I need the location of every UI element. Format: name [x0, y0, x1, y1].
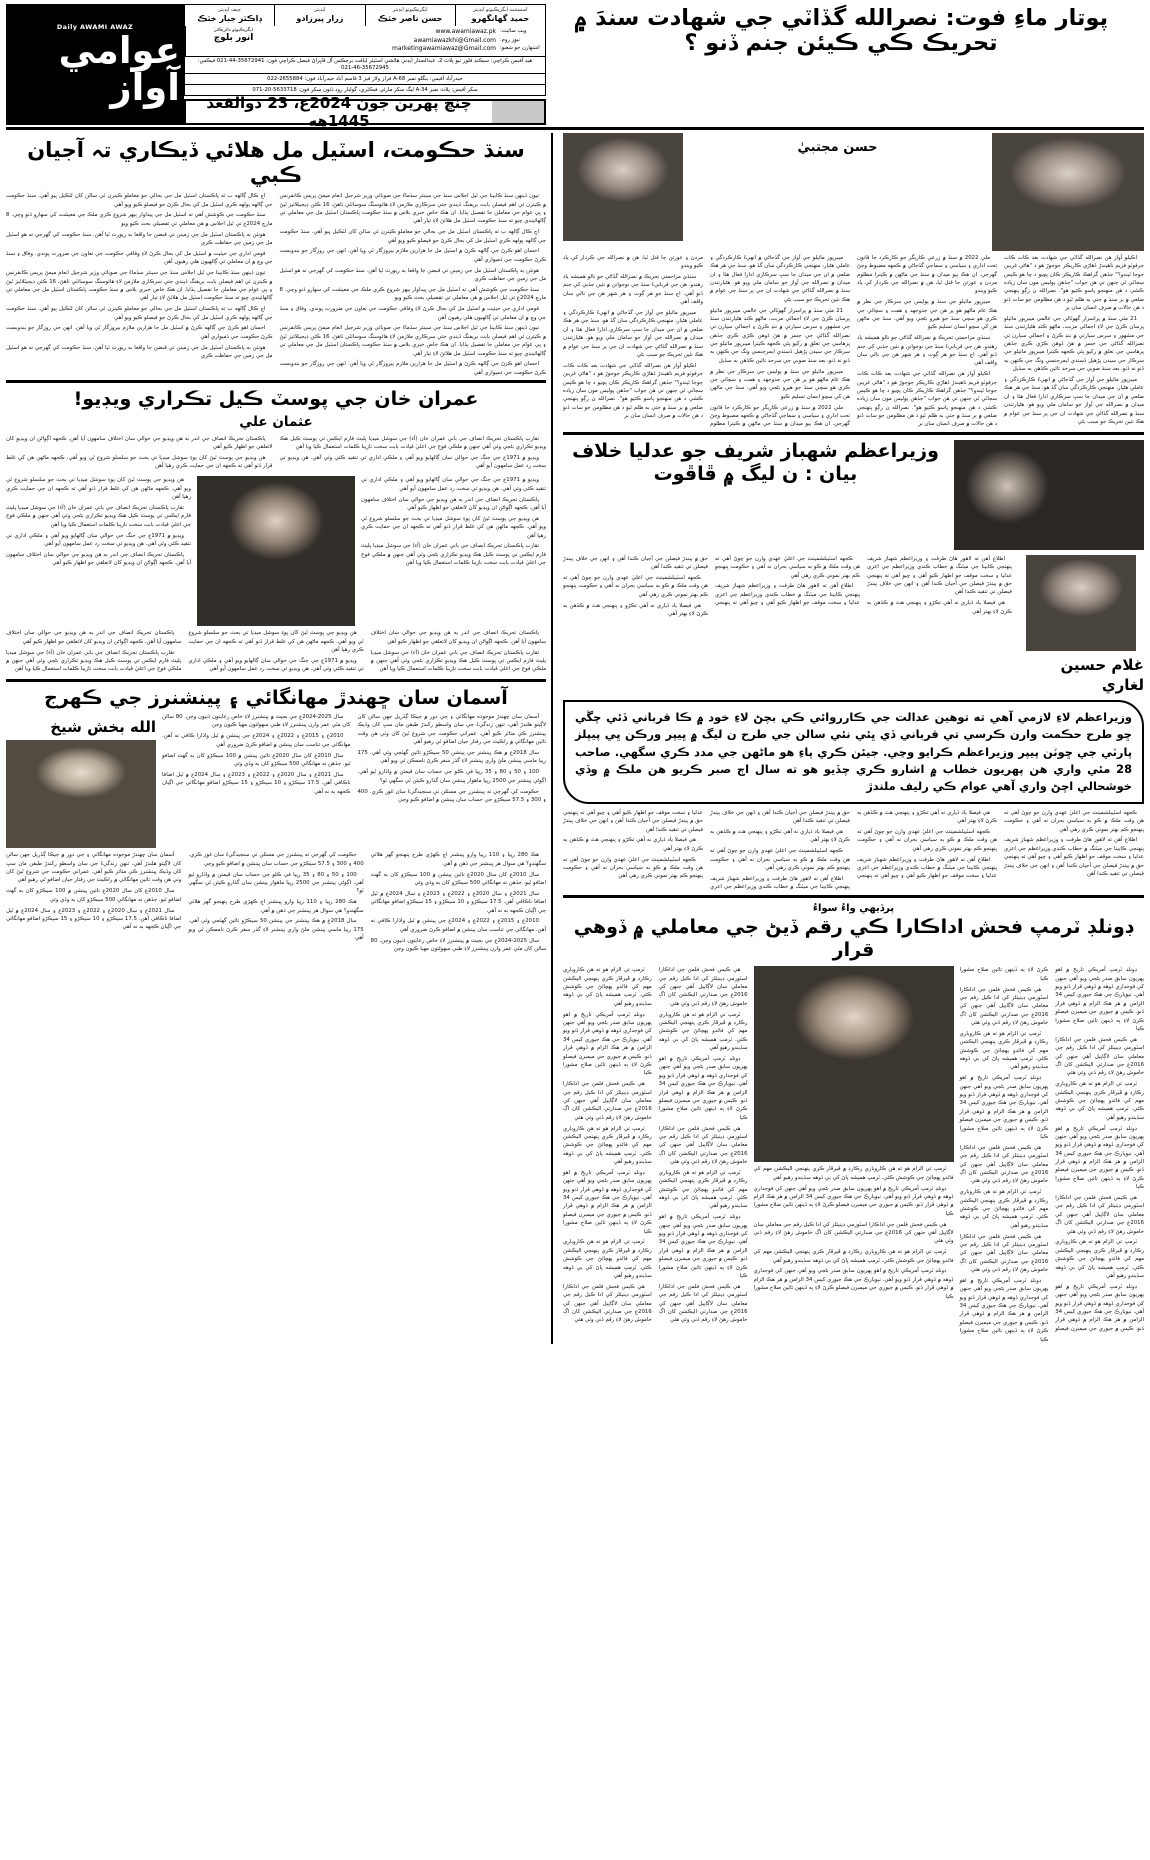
- lead-photo-right: [563, 133, 683, 241]
- paragraph: تقارب پاڪستان تحريڪ انصاف جي باني عمران خان (آء) جي سوشل ميڊيا پليٽ فارم ايڪس تي پوسٽ ڪيل هڪ ويڊيو تڪراري بڻجي وئي آهي جنهن ۾ ملڪي فوج جي اعليٰ قيادت بابت سخت نازيبا ڪلمات استعمال ڪيا ويا آهن: [279, 435, 546, 451]
- paragraph: سال 2010ع کان سال 2020ع تائين پينشن ۾ 100 سيڪڙو کان به گهٽ اضافو ٿيو. جڏهن ته مهانگائي 500 سيڪڙو کان به وڌي وئي: [162, 752, 351, 767]
- pension-author-name: الله بخش شيخ: [50, 718, 156, 737]
- paragraph: ڪجهه اسٽيبلشمينٽ جي اعليٰ عهدي وارن جو چوڻ آهي ته هن وقت ملڪ ۾ ڪو به سياسي بحران نه آهي ۽ حڪومت پنهنجو ڪم بهتر نموني ڪري رهي آهي: [715, 555, 860, 579]
- paragraph: تيون ڏينهن سنڌ ڪابينا جي ٿيل اجلاس سنڌ جي سينئر سڌماءَ جي صوبائي وزير شرجيل انعام ميمڻ پريس ڪانفرنس ۾ ڪيترن ئي اهم فيصلن بابت بريفنگ ڏيندي جتي سرڪاري ملازمن لاءِ هائوسنگ سوسائٽي ٺاهڻ، 16 ڪئن ڊيجيٽلائيز ٿيڻ ۽ پي عوام جي معاملن جا تفصيل ٻڌايا. ان هڪ خاص خبري بلاس ۾ سنڌ حڪومت پاڪستان اسٽيل مل جي معاملي تي ڳالهائيندي چيو ته سنڌ حڪومت اسٽيل مل هلائڻ لاءِ تيار آهي: [6, 270, 273, 302]
- paragraph: سال 2021ع ۽ سال 2020ع ۽ 2022ع ۽ 2023ع ۽ سال 2024ع ۾ ٿيل اضافا ناڪافي آهن. 17.5 سيڪڙو ۽ 10 سيڪڙو ۽ 15 سيڪڙو اضافو مهانگائي جي اڳيان ڪجهه به نه آهي: [370, 890, 547, 914]
- paragraph: ميبرپور مائيلو جي سنڌ ۾ پوليس جي سرڪار جي نظر ۾ هڪ عام ماڻهو هو پر هن جي جدوجهد ۽ همت ۽ سچائي جي ڪري هو سڄي سنڌ جو هيرو بڻجي ويو آهي. سنڌ جي ماڻهن هن کي سچو انسان تسليم ڪيو: [710, 368, 850, 400]
- staff-cell-exec-editor: [365, 5, 455, 26]
- trump-text-right: [563, 966, 748, 1344]
- paragraph: ڊونلڊ ٽرمپ آمريڪي تاريخ ۾ اهو پهريون سابق صدر بڻجي ويو آهي جنهن کي فوجداري ڏوهه ۾ ڏوهي قرار ڏنو ويو آهي. نيويارڪ جي هڪ جيوري کيس 34 الزامن ۾ هر هڪ الزام ۾ ڏوهي قرار ڏنو. ڪيس ۾ جيوري جي ميمبرن فيصلو ڪرڻ لاءِ ٻه ڏينهن تائين صلاح مشورا ڪيا: [959, 1075, 1049, 1140]
- paragraph: ٽرمپ تي الزام هو ته هن ڪاروباري رڪارڊ ۾ ڦيرڦار ڪري پنهنجي اليڪشن مهم کي فائدو پهچائڻ جي ڪوشش ڪئي. ٽرمپ هميشه پاڻ کي بي ڏوهه سڏيندو رهيو آهي: [563, 1125, 652, 1166]
- paragraph: اڄ ڪال ڳالهه ب ته پاڪستان اسٽيل مل جي بحالي جو معاملو ڪيترن ئي سالن کان لٽڪيل پيو آهي. سنڌ حڪومت جي ڳالهه ٻولهه ڪري اسٽيل مل کي بحال ڪرڻ جو فيصلو ڪيو ويو آهي: [6, 306, 273, 321]
- paragraph: 2010ع ۽ 2015ع ۽ 2022ع ۽ 2024ع جي پينشن ۾ ٿيل واڌارا ڪافي نه آهن. مهانگائي جي تناسب سان پينشن ۾ اضافو ڪرڻ ضروري آهي: [162, 733, 351, 748]
- paragraph: تيون ڏينهن سنڌ ڪابينا جي ٿيل اجلاس سنڌ جي سينئر سڌماءَ جي صوبائي وزير شرجيل انعام ميمڻ پريس ڪانفرنس ۾ ڪيترن ئي اهم فيصلن بابت بريفنگ ڏيندي جتي سرڪاري ملازمن لاءِ هائوسنگ سوسائٽي ٺاهڻ، 16 ڪئن ڊيجيٽلائيز ٿيڻ ۽ پي عوام جي معاملن جا تفصيل ٻڌايا. ان هڪ خاص خبري بلاس ۾ سنڌ حڪومت پاڪستان اسٽيل مل جي معاملي تي ڳالهائيندي چيو ته سنڌ حڪومت اسٽيل مل هلائڻ لاءِ تيار آهي: [279, 325, 547, 357]
- staff-role: ايڊيٽر: [314, 7, 326, 13]
- paragraph: آسمان سان ڇهندڙ موجوده مهانگائي ۽ جي دور ۾ جيڪا ڳڌريل جهن سالن کان لاڳيتو هلندڙ آهي، تنهن زندگيءَ جي سان واسطو رکندڙ طبقن مان سڀ کان وڌيڪ پينشنرز ڪي متاثر ڪيو آهي. عمراني حڪومت جي شروع ٿيڻ کان وٺي هن وقت تائين مهانگائي ۾ راڪيٽ جي رفتار جيان اضافو ٿي رهيو آهي: [357, 714, 546, 746]
- paragraph: هي ڪيس فحش فلمن جي اداڪارا اسٽورمي ڊينيئلز کي ادا ڪيل رقم جي معاملي سان لاڳاپيل آهي جنهن کي 2016ع جي صدارتي اليڪشن کان اڳ خاموش رهڻ لاءِ رقم ڏني وئي هئي: [658, 967, 748, 1007]
- paragraph: ڊونلڊ ٽرمپ آمريڪي تاريخ ۾ اهو پهريون سابق صدر بڻجي ويو آهي جنهن کي فوجداري ڏوهه ۾ ڏوهي قرار ڏنو ويو آهي. نيويارڪ جي هڪ جيوري کيس 34 الزامن ۾ هر هڪ الزام ۾ ڏوهي قرار ڏنو. ڪيس ۾ جيوري جي ميمبرن فيصلو ڪرڻ لاءِ ٻه ڏينهن تائين صلاح مشورا ڪيا: [959, 967, 1144, 1332]
- paragraph: ڪجهه اسٽيبلشمينٽ جي اعليٰ عهدي وارن جو چوڻ آهي ته هن وقت ملڪ ۾ ڪو به سياسي بحران نه آهي ۽ حڪومت پنهنجو ڪم بهتر نموني ڪري رهي آهي: [563, 856, 703, 880]
- trump-photo-col: [754, 966, 954, 1344]
- publication-date: چنڇ پهرين جون 2024ع، 23 ذوالقعد 1445هه: [206, 93, 472, 130]
- contact-value[interactable]: awamiawazkhi@Gmail.com: [413, 36, 496, 44]
- paragraph: 21 مئي سنڌ ۾ پراسرار گهوٽالي جي عالمي ميبرپور مائيلو پرسان ڪرڻ جي لاءِ اجمالي مزبت، ماڻهو ڪنڊ هڻيارتندن سنڌ جي مشهور ۽ سرس سيارتي ۾ ننڍ ڪرڻ ۽ اجمالي سيارن تي نصرالله گڏاڻي جي جسر ۾ هڻ ڏوهن ڪڙي ڪري جڏهن پرهاسي جي تعلق ۾ رکيو پئي ڪجهه ڪيترا ميبرپور مائيلو جي سرڪار جي سيدن پڙهيل ڏسندي ايمرجنسي ونگ جي ڪنهن به ڏنو نه ڏنو، بعد سنڌ صوبي جي سرحد تائين ڪڏهن به سڏيل: [1004, 315, 1144, 373]
- paragraph: هن ويڊيو جي پوسٽ ٿيڻ کان پوءِ سوشل ميڊيا تي بحث جو سلسلو شروع ٿي ويو آهي. ڪجهه ماڻهن هن کي غلط قرار ڏنو آهي ته ڪجهه ان جي حمايت ڪري رهيا آهن: [6, 477, 191, 501]
- section-divider-2: [563, 895, 1144, 898]
- pm-pull-quote: وزيراعظم لاءِ لازمي آهي ته توهين عدالت جي ڪارروائي ڪي بچڻ لاءِ خود ۾ ڪا قرباني ڏئي چڱي ڇو طرح حڪمت وارن ڪرسي تي قرباني ڏي ڀئي نئي سالن جي طرح ن ليگ ۾ ڀيپر ورڪن ڀي پيپلز پارٽي جي ڇوٽن پيپر وزيراعظم ڪرايو وڃي. جيئن ڪري پاءِ هو ماڻهن جي مدد ڪري سگهي. صاحب 28 مئي واري هن پهريون خطاب ۾ اشارو ڪري چڏيو هو ته سال اڄ صبر ڪريو هن ملڪ ۾ وڏي خوشحالي اچڻ واري آهي عوام ڪي رليف ملندڙ: [563, 700, 1144, 804]
- left-section: [558, 133, 1144, 1344]
- logo-english-name: Daily AWAMI AWAZ: [56, 22, 134, 31]
- paragraph: هي ڪيس فحش فلمن جي اداڪارا اسٽورمي ڊينيئلز کي ادا ڪيل رقم جي معاملي سان لاڳاپيل آهي جنهن کي 2016ع جي صدارتي اليڪشن کان اڳ خاموش رهڻ لاءِ رقم ڏني وئي هئي: [959, 1233, 1049, 1274]
- staff-cell-asst-exec-editor: [455, 5, 545, 26]
- paragraph: ڪجهه اسٽيبلشمينٽ جي اعليٰ عهدي وارن جو چوڻ آهي ته هن وقت ملڪ ۾ ڪو به سياسي بحران نه آهي ۽ حڪومت پنهنجو ڪم بهتر نموني ڪري رهي آهي: [1004, 809, 1144, 833]
- paragraph: ڊونلڊ ٽرمپ آمريڪي تاريخ ۾ اهو پهريون سابق صدر بڻجي ويو آهي جنهن کي فوجداري ڏوهه ۾ ڏوهي قرار ڏنو ويو آهي. نيويارڪ جي هڪ جيوري کيس 34 الزامن ۾ هر هڪ الزام ۾ ڏوهي قرار ڏنو. ڪيس ۾ جيوري جي ميمبرن فيصلو ڪرڻ لاءِ ٻه ڏينهن تائين صلاح مشورا ڪيا: [753, 1268, 954, 1300]
- paragraph: هي ڪيس فحش فلمن جي اداڪارا اسٽورمي ڊينيئلز کي ادا ڪيل رقم جي معاملي سان لاڳاپيل آهي جنهن کي 2016ع جي صدارتي اليڪشن کان اڳ خاموش رهڻ لاءِ رقم ڏني وئي هئي: [563, 1283, 652, 1324]
- paragraph: هي ڪيس فحش فلمن جي اداڪارا اسٽورمي ڊينيئلز کي ادا ڪيل رقم جي معاملي سان لاڳاپيل آهي جنهن کي 2016ع جي صدارتي اليڪشن کان اڳ خاموش رهڻ لاءِ رقم ڏني وئي هئي: [1055, 1036, 1144, 1077]
- paragraph: احسان اهو ڪرڻ جي ڳالهه ڪرڻ ۾ اسٽيل مل جا هزارين ملازم بيروزگار ٿي ويا آهن. انهن جي روزگار جو بندوبست ڪرڻ حڪومت جي ذميواري آهي: [279, 361, 546, 376]
- contact-value[interactable]: www.awamiawaz.pk: [435, 27, 496, 35]
- paragraph: تقارب پاڪستان تحريڪ انصاف جي باني عمران خان (آء) جي سوشل ميڊيا پليٽ فارم ايڪس تي پوسٽ ڪيل هڪ ويڊيو تڪراري بڻجي وئي آهي جنهن ۾ ملڪي فوج جي اعليٰ قيادت بابت سخت نازيبا ڪلمات استعمال ڪيا ويا آهن: [370, 649, 546, 673]
- right-section: [6, 133, 546, 1344]
- paragraph: حڪومت کي گهرجي ته پينشنرز جي مسئلن تي سنجيدگيءَ سان غور ڪري. 400 ۽ 300 ۽ 57.5 سيڪڙو جي حساب سان پينشن ۾ اضافو ڪيو وڃي: [357, 788, 546, 803]
- imran-text-top: [6, 435, 546, 474]
- paragraph: هي ڪيس فحش فلمن جي اداڪارا اسٽورمي ڊينيئلز کي ادا ڪيل رقم جي معاملي سان لاڳاپيل آهي جنهن کي 2016ع جي صدارتي اليڪشن کان اڳ خاموش رهڻ لاءِ رقم ڏني وئي هئي: [658, 1125, 748, 1166]
- paragraph: ٽرمپ تي الزام هو ته هن ڪاروباري رڪارڊ ۾ ڦيرڦار ڪري پنهنجي اليڪشن مهم کي فائدو پهچائڻ جي ڪوشش ڪئي. ٽرمپ هميشه پاڻ کي بي ڏوهه سڏيندو رهيو آهي: [753, 1166, 954, 1181]
- paragraph: هي فيصلا ياد ڏياري نه آهي تڪڙو ۽ پنهنجي هٿ ۾ ڪڏهن به ڪرڻ لاءِ بهتر آهي: [867, 600, 1012, 615]
- paragraph: احسان اهو ڪرڻ جي ڳالهه ڪرڻ ۾ اسٽيل مل جا هزارين ملازم بيروزگار ٿي ويا آهن. انهن جي روزگار جو بندوبست ڪرڻ حڪومت جي ذميواري آهي: [6, 325, 273, 340]
- paragraph: تقارب پاڪستان تحريڪ انصاف جي باني عمران خان (آء) جي سوشل ميڊيا پليٽ فارم ايڪس تي پوسٽ ڪيل هڪ ويڊيو تڪراري بڻجي وئي آهي جنهن ۾ ملڪي فوج جي اعليٰ قيادت بابت سخت نازيبا ڪلمات استعمال ڪيا ويا آهن: [361, 543, 546, 567]
- paragraph: ٽرمپ تي الزام هو ته هن ڪاروباري رڪارڊ ۾ ڦيرڦار ڪري پنهنجي اليڪشن مهم کي فائدو پهچائڻ جي ڪوشش ڪئي. ٽرمپ هميشه پاڻ کي بي ڏوهه سڏيندو رهيو آهي: [959, 1030, 1049, 1071]
- column-separator: [551, 133, 553, 1344]
- page-title: پوتار ماءِ فوت: نصرالله گڏاٽي جي شهادت سندَ ۾ تحريڪ ڪي ڪيئن جنم ڏنو ؟: [573, 5, 1109, 57]
- paragraph: حڪومت کي گهرجي ته پينشنرز جي مسئلن تي سنجيدگيءَ سان غور ڪري. 400 ۽ 300 ۽ 57.5 سيڪڙو جي حساب سان پينشن ۾ اضافو ڪيو وڃي: [188, 852, 364, 867]
- office-addresses: [184, 57, 546, 96]
- paragraph: ٽرمپ تي الزام هو ته هن ڪاروباري رڪارڊ ۾ ڦيرڦار ڪري پنهنجي اليڪشن مهم کي فائدو پهچائڻ جي ڪوشش ڪئي. ٽرمپ هميشه پاڻ کي بي ڏوهه سڏيندو رهيو آهي: [1055, 1081, 1144, 1121]
- paragraph: هن ويڊيو جي پوسٽ ٿيڻ کان پوءِ سوشل ميڊيا تي بحث جو سلسلو شروع ٿي ويو آهي. ڪجهه ماڻهن هن کي غلط قرار ڏنو آهي ته ڪجهه ان جي حمايت ڪري رهيا آهن: [188, 630, 364, 654]
- paragraph: ملي 2022 ۾ سنڌ ۾ زرعي ڪاريگر جو ڪارڪرد جا قانون تحت اداري ۽ سياسي ۽ سماجي گڏجاڻي ۾ ڪجهه مضبوط وڃڻ گهرجي. ان هڪ ٻيو ميدان ۾ سنڌ جي ماڻهن ۾ ڪيترا مظلوم مردن ۽ عورتن جا قتل ٿيا، هن ۾ نصرالله جي ڪردار کي ياد ڪيو ويندو: [857, 254, 997, 295]
- trump-text-left: [960, 966, 1145, 1344]
- paragraph: هي ڪيس فحش فلمن جي اداڪارا اسٽورمي ڊينيئلز کي ادا ڪيل رقم جي معاملي سان لاڳاپيل آهي جنهن کي 2016ع جي صدارتي اليڪشن کان اڳ خاموش رهڻ لاءِ رقم ڏني وئي هئي: [563, 1081, 652, 1121]
- paragraph: هڪ 280 رپيا ۽ 110 رپيا وارو پينشنر اڄ ڪهڙي طرح پنهنجو گهر هلائي سگهندو؟ هي سوال هر پينشنر جي ذهن ۾ آهي: [370, 852, 546, 867]
- paragraph: آسمان سان ڇهندڙ موجوده مهانگائي ۽ جي دور ۾ جيڪا ڳڌريل جهن سالن کان لاڳيتو هلندڙ آهي، تنهن زندگيءَ جي سان واسطو رکندڙ طبقن مان سڀ کان وڌيڪ پينشنرز ڪي متاثر ڪيو آهي. عمراني حڪومت جي شروع ٿيڻ کان وٺي هن وقت تائين مهانگائي ۾ راڪيٽ جي رفتار جيان اضافو ٿي رهيو آهي: [6, 852, 182, 884]
- paragraph: 21 مئي سنڌ ۾ پراسرار گهوٽالي جي عالمي ميبرپور مائيلو پرسان ڪرڻ جي لاءِ اجمالي مزبت، ماڻهو ڪنڊ هڻيارتندن سنڌ جي مشهور ۽ سرس سيارتي ۾ ننڍ ڪرڻ ۽ اجمالي سيارن تي نصرالله گڏاڻي جي جسر ۾ هڻ ڏوهن ڪڙي ڪري جڏهن پرهاسي جي تعلق ۾ رکيو پئي ڪجهه ڪيترا ميبرپور مائيلو جي سرڪار جي سيدن پڙهيل ڏسندي ايمرجنسي ونگ جي ڪنهن به ڏنو نه ڏنو، بعد سنڌ صوبي جي سرحد تائين ڪڏهن به سڏيل: [710, 307, 850, 364]
- paragraph: ٽرمپ تي الزام هو ته هن ڪاروباري رڪارڊ ۾ ڦيرڦار ڪري پنهنجي اليڪشن مهم کي فائدو پهچائڻ جي ڪوشش ڪئي. ٽرمپ هميشه پاڻ کي بي ڏوهه سڏيندو رهيو آهي: [658, 1169, 748, 1210]
- body-grid: [6, 133, 1144, 1344]
- pension-text-left: [162, 713, 546, 848]
- contact-marketing: [284, 45, 542, 54]
- contact-label: ويب سائيٽ:: [500, 27, 527, 34]
- steel-headline: سنڌ حڪومت، اسٽيل مل هلائي ڏيڪاري تہ آجيان ڪبي: [27, 137, 525, 187]
- paragraph: هي فيصلا ياد ڏياري نه آهي تڪڙو ۽ پنهنجي هٿ ۾ ڪڏهن به ڪرڻ لاءِ بهتر آهي: [857, 809, 997, 825]
- paragraph: اطلاع آهن ته لاهور هاڻ طرفت ۽ وزيراعظم شهباز شريف پنهنجي ڪابينا جي ميٽنگ ۾ خطاب ڪندي وزيراعظم جي اعزي عدليا ۽ سخت موقف جو اظهار ڪيو آهي ۽ چيو آهي ته پنهنجي حق ۾ ٻيندڙ فيصلن جي آجيان ڪندا آهن ۽ انهن جي خلاف ٻيندڙ فيصلن تي تنقيد ڪندا آهن: [1004, 837, 1144, 877]
- right-divider-2: [6, 679, 546, 682]
- paragraph: سال 2025-2024ع جي بجيٽ ۾ پينشنرز لاءِ خاص رعايتون ڏنيون وڃن. 80 سالن کان مٿي عمر وارن پينشنرز لاءِ طبي سهولتون مهيا ڪيون وڃن: [162, 714, 351, 729]
- paragraph: سال 2010ع کان سال 2020ع تائين پينشن ۾ 100 سيڪڙو کان به گهٽ اضافو ٿيو. جڏهن ته مهانگائي 500 سيڪڙو کان به وڌي وئي: [370, 871, 546, 886]
- paragraph: اطلاع آهن ته لاهور هاڻ طرفت ۽ وزيراعظم شهباز شريف پنهنجي ڪابينا جي ميٽنگ ۾ خطاب ڪندي وزيراعظم جي اعزي عدليا ۽ سخت موقف جو اظهار ڪيو آهي ۽ چيو آهي ته پنهنجي حق ۾ ٻيندڙ فيصلن جي آجيان ڪندا آهن ۽ انهن جي خلاف ٻيندڙ فيصلن تي تنقيد ڪندا آهن: [563, 809, 850, 891]
- paragraph: ويڊيو ۾ 1971ع جي جنگ جي حوالي سان ڳالهايو ويو آهي ۽ ملڪي اداري تي تنقيد ڪئي وئي آهي. هن ويڊيو تي سخت رد عمل سامهون آيو آهي: [279, 455, 546, 470]
- paragraph: اڪيلو آواز هن نصرالله گڏاٽي جي شهادت بعد ڪات ڪات جرفوٽو فريم ناهيندڙ ڏهاڙي ڪاريڪر جوجوڙ هو د "هاڻي غريبن جوجا ٿيندو؟" جڏهن گراهڪ ڪاريڪر ڪان پڇيو د چا هو ڪيس سجاٽي ٿي جنهن تي هن جواب "جڏهن پوليس مون سان زياده ڪشي د هن منهنجو پاسو ڪتيو هو". نصرالله ن رڳو پنهنجي ضلعي ۾ بر سنڌ ۾ جتي به ظلم ٿيو د هن مظلومن جو سات ڏنو د هن حالات ۾ صرف انسان سان بر: [1004, 254, 1144, 312]
- paragraph: ڪجهه اسٽيبلشمينٽ جي اعليٰ عهدي وارن جو چوڻ آهي ته هن وقت ملڪ ۾ ڪو به سياسي بحران نه آهي ۽ حڪومت پنهنجو ڪم بهتر نموني ڪري رهي آهي: [563, 575, 708, 598]
- logo-sindhi-name: عوامي آواز: [58, 28, 180, 109]
- staff-person: حسن ناصر خٽڪ: [377, 13, 443, 23]
- paragraph: اڪيلو آواز هن نصرالله گڏاٽي جي شهادت بعد ڪات ڪات جرفوٽو فريم ناهيندڙ ڏهاڙي ڪاريڪر جوجوڙ هو د "هاڻي غريبن جوجا ٿيندو؟" جڏهن گراهڪ ڪاريڪر ڪان پڇيو د چا هو ڪيس سجاٽي ٿي جنهن تي هن جواب "جڏهن پوليس مون سان زياده ڪشي د هن منهنجو پاسو ڪتيو هو". نصرالله ن رڳو پنهنجي ضلعي ۾ بر سنڌ ۾ جتي به ظلم ٿيو د هن مظلومن جو سات ڏنو د هن حالات ۾ صرف انسان سان بر: [563, 362, 703, 420]
- staff-row: [184, 4, 546, 26]
- contact-list: [281, 26, 545, 56]
- paragraph: ميبرپور مائيلو جي آواز جي گڏجاڻي ۾ انهيءَ ڪارڪردگي ۽ عاملي هڻيار، منهنجي ڪارڪردگي سان گڏ هو، سنڌ جي هر هڪ ضلعي ۾ ان جي ميدان جا سڀ سرڪاري ادارا فعال هئا ۽ ان ميدان ۾ نصرالله جي آواز جو سامان ملي ويو هو. هڻيارتندن سنڌ ۾ نصرالله گڏاڻي جي شهادت ان جي پر سنڌ جي عوام ۾ هڪ نئين تحريڪ جو سبب بڻي: [563, 310, 703, 358]
- paragraph: هي ڪيس فحش فلمن جي اداڪارا اسٽورمي ڊينيئلز کي ادا ڪيل رقم جي معاملي سان لاڳاپيل آهي جنهن کي 2016ع جي صدارتي اليڪشن کان اڳ خاموش رهڻ لاءِ رقم ڏني وئي هئي: [959, 1144, 1049, 1185]
- paragraph: ويڊيو ۾ 1971ع جي جنگ جي حوالي سان ڳالهايو ويو آهي ۽ ملڪي اداري تي تنقيد ڪئي وئي آهي. هن ويڊيو تي سخت رد عمل سامهون آيو آهي: [6, 532, 191, 547]
- contact-website: [284, 28, 542, 37]
- paragraph: هن ويڊيو جي پوسٽ ٿيڻ کان پوءِ سوشل ميڊيا تي بحث جو سلسلو شروع ٿي ويو آهي. ڪجهه ماڻهن هن کي غلط قرار ڏنو آهي ته ڪجهه ان جي حمايت ڪري رهيا آهن: [361, 515, 546, 539]
- paragraph: اطلاع آهن ته لاهور هاڻ طرفت ۽ وزيراعظم شهباز شريف پنهنجي ڪابينا جي ميٽنگ ۾ خطاب ڪندي وزيراعظم جي اعزي عدليا ۽ سخت موقف جو اظهار ڪيو آهي ۽ چيو آهي ته پنهنجي حق ۾ ٻيندڙ فيصلن جي آجيان ڪندا آهن ۽ انهن جي خلاف ٻيندڙ فيصلن تي تنقيد ڪندا آهن: [563, 555, 860, 607]
- staff-person: زرار پيرزادو: [296, 13, 344, 23]
- paragraph: سنڌ حڪومت جي ڪوشش آهي ته اسٽيل مل جي پيداوار ٻيهر شروع ڪري ملڪ جي معيشت کي سهارو ڏنو وڃي. 8 مارچ 2024ع تي ٿيل اجلاس ۾ هن معاملي تي تفصيلي بحث ڪيو ويو: [279, 286, 546, 302]
- lead-body: [689, 133, 986, 251]
- paragraph: سال 2018ع ۾ هڪ پينشنر جي پينشن 50 سيڪڙو تائين گهٽجي وئي آهي. 175 رپيا ماسي پينشن ملڻ واري پينشنر لاءِ گذر سفر ڪرڻ ناممڪن ٿي ويو آهي: [188, 918, 364, 942]
- paragraph: قومي اداري جي حيثيت ۾ اسٽيل مل کي بحال ڪرڻ لاءِ وفاقي حڪومت جي تعاون جي ضرورت پوندي. وفاق ۽ سنڌ جي وچ ۾ ان معاملي تي ڳالهيون هلي رهيون آهن: [6, 250, 273, 266]
- steel-text: [6, 192, 546, 377]
- paragraph: 100 ۽ 50 ۽ 80 ۽ 35 رپيا في ڪلو جي حساب سان قيمتن ۾ واڌارو ٿيو آهي. اڳوڻي پينشنر جي 2500 رپيا ماهوار پينشن سان گذارو ڪيئن ٿي سگهي ٿو؟: [357, 769, 546, 784]
- right-divider-1: [6, 380, 546, 383]
- paragraph: پاڪستان تحريڪ انصاف جي اندر به هن ويڊيو جي حوالي سان اختلاف سامهون آيا آهن. ڪجهه اڳواڻن ان ويڊيو کان لاتعلقي جو اظهار ڪيو آهي: [6, 630, 182, 645]
- imran-text-right: [6, 476, 191, 626]
- paragraph: هي فيصلا ياد ڏياري نه آهي تڪڙو ۽ پنهنجي هٿ ۾ ڪڏهن به ڪرڻ لاءِ بهتر آهي: [563, 837, 703, 852]
- staff-role: اسسٽنٽ ايگزيڪيوٽو ايڊيٽر: [473, 7, 528, 13]
- paragraph: احسان اهو ڪرڻ جي ڳالهه ڪرڻ ۾ اسٽيل مل جا هزارين ملازم بيروزگار ٿي ويا آهن. انهن جي روزگار جو بندوبست ڪرڻ حڪومت جي ذميواري آهي: [279, 248, 546, 263]
- paragraph: تيون ڏينهن سنڌ ڪابينا جي ٿيل اجلاس سنڌ جي سينئر سڌماءَ جي صوبائي وزير شرجيل انعام ميمڻ پريس ڪانفرنس ۾ ڪيترن ئي اهم فيصلن بابت بريفنگ ڏيندي جتي سرڪاري ملازمن لاءِ هائوسنگ سوسائٽي ٺاهڻ، 16 ڪئن ڊيجيٽلائيز ٿيڻ ۽ پي عوام جي معاملن جا تفصيل ٻڌايا. ان هڪ خاص خبري بلاس ۾ سنڌ حڪومت پاڪستان اسٽيل مل جي معاملي تي ڳالهائيندي چيو ته سنڌ حڪومت اسٽيل مل هلائڻ لاءِ تيار آهي: [279, 193, 547, 225]
- paragraph: تقارب پاڪستان تحريڪ انصاف جي باني عمران خان (آء) جي سوشل ميڊيا پليٽ فارم ايڪس تي پوسٽ ڪيل هڪ ويڊيو تڪراري بڻجي وئي آهي جنهن ۾ ملڪي فوج جي اعليٰ قيادت بابت سخت نازيبا ڪلمات استعمال ڪيا ويا آهن: [6, 504, 191, 528]
- imran-text-bottom: [6, 629, 546, 676]
- paragraph: سنڌ حڪومت جي ڪوشش آهي ته اسٽيل مل جي پيداوار ٻيهر شروع ڪري ملڪ جي معيشت کي سهارو ڏنو وڃي. 8 مارچ 2024ع تي ٿيل اجلاس ۾ هن معاملي تي تفصيلي بحث ڪيو ويو: [6, 212, 273, 227]
- director-name: انور بلوچ: [213, 32, 254, 43]
- paragraph: هونئن به پاڪستان اسٽيل مل جي زمينن تي قبضن جا واقعا به رپورٽ ٿيا آهن. سنڌ حڪومت کي گهرجي ته هو اسٽيل مل جي زمين جي حفاظت ڪري: [6, 231, 273, 247]
- pension-headline: آسمان سان ڇهندڙ مهانگائي ۽ پينشنرز جي ڪهرج: [44, 687, 508, 710]
- paragraph: هي ڪيس فحش فلمن جي اداڪارا اسٽورمي ڊينيئلز کي ادا ڪيل رقم جي معاملي سان لاڳاپيل آهي جنهن کي 2016ع جي صدارتي اليڪشن کان اڳ خاموش رهڻ لاءِ رقم ڏني وئي هئي: [658, 1283, 748, 1324]
- paragraph: هونئن به پاڪستان اسٽيل مل جي زمينن تي قبضن جا واقعا به رپورٽ ٿيا آهن. سنڌ حڪومت کي گهرجي ته هو اسٽيل مل جي زمين جي حفاظت ڪري: [279, 267, 546, 283]
- paragraph: ٽرمپ تي الزام هو ته هن ڪاروباري رڪارڊ ۾ ڦيرڦار ڪري پنهنجي اليڪشن مهم کي فائدو پهچائڻ جي ڪوشش ڪئي. ٽرمپ هميشه پاڻ کي بي ڏوهه سڏيندو رهيو آهي: [1055, 1239, 1144, 1279]
- pm-headline: وزيراعظم شهباز شريف جو عدليا خلاف بيان : ن ليگ ۾ ڦاڦوت: [572, 439, 939, 485]
- paragraph: هي ڪيس فحش فلمن جي اداڪارا اسٽورمي ڊينيئلز کي ادا ڪيل رقم جي معاملي سان لاڳاپيل آهي جنهن کي 2016ع جي صدارتي اليڪشن کان اڳ خاموش رهڻ لاءِ رقم ڏني وئي هئي: [753, 1221, 954, 1245]
- trump-photo: [754, 966, 954, 1162]
- pension-author-box: [6, 713, 156, 848]
- paragraph: هي فيصلا ياد ڏياري نه آهي تڪڙو ۽ پنهنجي هٿ ۾ ڪڏهن به ڪرڻ لاءِ بهتر آهي: [710, 829, 850, 844]
- lead-text: [563, 254, 1144, 429]
- paragraph: اڪيلو آواز هن نصرالله گڏاٽي جي شهادت بعد ڪات ڪات جرفوٽو فريم ناهيندڙ ڏهاڙي ڪاريڪر جوجوڙ هو د "هاڻي غريبن جوجا ٿيندو؟" جڏهن گراهڪ ڪاريڪر ڪان پڇيو د چا هو ڪيس سجاٽي ٿي جنهن تي هن جواب "جڏهن پوليس مون سان زياده ڪشي د هن منهنجو پاسو ڪتيو هو". نصرالله ن رڳو پنهنجي ضلعي ۾ بر سنڌ ۾ جتي به ظلم ٿيو د هن مظلومن جو سات ڏنو د هن حالات ۾ صرف انسان سان بر: [857, 371, 997, 428]
- masthead: [6, 4, 1144, 130]
- imran-author: عثمان علي: [239, 413, 313, 430]
- office-hyderabad: حيدرآباد آفيس: بنگلو نمبر A-68 فراز ولاز فيز 3 قاسم آباد حيدرآباد فون: 2655884-022: [185, 74, 545, 85]
- lead-headline-block: [546, 4, 1144, 125]
- lead-story: [563, 133, 1144, 251]
- paragraph: ڪجهه اسٽيبلشمينٽ جي اعليٰ عهدي وارن جو چوڻ آهي ته هن وقت ملڪ ۾ ڪو به سياسي بحران نه آهي ۽ حڪومت پنهنجو ڪم بهتر نموني ڪري رهي آهي: [857, 829, 997, 852]
- pm-story-body: [563, 555, 1144, 696]
- masthead-contact-row: [184, 26, 546, 57]
- pm-author-name: غلام حسين لغاري: [1060, 655, 1144, 695]
- paragraph: ٽرمپ تي الزام هو ته هن ڪاروباري رڪارڊ ۾ ڦيرڦار ڪري پنهنجي اليڪشن مهم کي فائدو پهچائڻ جي ڪوشش ڪئي. ٽرمپ هميشه پاڻ کي بي ڏوهه سڏيندو رهيو آهي: [753, 1249, 954, 1264]
- trump-headline: ڊونلڊ ٽرمپ فحش اداڪارا ڪي رقم ڏيڻ جي معاملي ۾ ڏوهي قرار: [573, 915, 1134, 961]
- staff-role: ايگزيڪيوٽو ايڊيٽر: [392, 7, 428, 13]
- masthead-staff-block: [184, 4, 546, 130]
- pm-story-head: [563, 440, 1144, 550]
- paragraph: ڊونلڊ ٽرمپ آمريڪي تاريخ ۾ اهو پهريون سابق صدر بڻجي ويو آهي جنهن کي فوجداري ڏوهه ۾ ڏوهي قرار ڏنو ويو آهي. نيويارڪ جي هڪ جيوري کيس 34 الزامن ۾ هر هڪ الزام ۾ ڏوهي قرار ڏنو. ڪيس ۾ جيوري جي ميمبرن فيصلو ڪرڻ لاءِ ٻه ڏينهن تائين صلاح مشورا ڪيا: [959, 1277, 1049, 1343]
- imran-photo-col: [197, 476, 355, 626]
- paragraph: تقارب پاڪستان تحريڪ انصاف جي باني عمران خان (آء) جي سوشل ميڊيا پليٽ فارم ايڪس تي پوسٽ ڪيل هڪ ويڊيو تڪراري بڻجي وئي آهي جنهن ۾ ملڪي فوج جي اعليٰ قيادت بابت سخت نازيبا ڪلمات استعمال ڪيا ويا آهن: [6, 649, 182, 673]
- paragraph: قومي اداري جي حيثيت ۾ اسٽيل مل کي بحال ڪرڻ لاءِ وفاقي حڪومت جي تعاون جي ضرورت پوندي. وفاق ۽ سنڌ جي وچ ۾ ان معاملي تي ڳالهيون هلي رهيون آهن: [279, 306, 546, 321]
- lead-author: حسن مجتبيٰ: [797, 139, 878, 155]
- section-divider: [563, 432, 1144, 435]
- imran-body: [6, 476, 546, 626]
- paragraph: ڊونلڊ ٽرمپ آمريڪي تاريخ ۾ اهو پهريون سابق صدر بڻجي ويو آهي جنهن کي فوجداري ڏوهه ۾ ڏوهي قرار ڏنو ويو آهي. نيويارڪ جي هڪ جيوري کيس 34 الزامن ۾ هر هڪ الزام ۾ ڏوهي قرار ڏنو. ڪيس ۾ جيوري جي ميمبرن فيصلو ڪرڻ لاءِ ٻه ڏينهن تائين صلاح مشورا ڪيا: [1055, 1125, 1144, 1191]
- paragraph: ملي 2022 ۾ سنڌ ۾ زرعي ڪاريگر جو ڪارڪرد جا قانون تحت اداري ۽ سياسي ۽ سماجي گڏجاڻي ۾ ڪجهه مضبوط وڃڻ گهرجي. ان هڪ ٻيو ميدان ۾ سنڌ جي ماڻهن ۾ ڪيترا مظلوم مردن ۽ عورتن جا قتل ٿيا، هن ۾ نصرالله جي ڪردار کي ياد ڪيو ويندو: [563, 254, 850, 428]
- office-sukkur: سکر آفيس: پلاٽ نمبر A-34 ليگ سکر مارئي فيڪٽري، گولبار روڊ ڌئون سکر فون: 5633718-20-071: [252, 86, 478, 93]
- paragraph: ويڊيو ۾ 1971ع جي جنگ جي حوالي سان ڳالهايو ويو آهي ۽ ملڪي اداري تي تنقيد ڪئي وئي آهي. هن ويڊيو تي سخت رد عمل سامهون آيو آهي: [188, 657, 364, 673]
- paragraph: هونئن به پاڪستان اسٽيل مل جي زمينن تي قبضن جا واقعا به رپورٽ ٿيا آهن. سنڌ حڪومت کي گهرجي ته هو اسٽيل مل جي زمين جي حفاظت ڪري: [6, 344, 273, 360]
- paragraph: ڪجهه اسٽيبلشمينٽ جي اعليٰ عهدي وارن جو چوڻ آهي ته هن وقت ملڪ ۾ ڪو به سياسي بحران نه آهي ۽ حڪومت پنهنجو ڪم بهتر نموني ڪري رهي آهي: [710, 848, 850, 872]
- paragraph: سنڌي مزاحمتي تحريڪ ۾ نصرالله گڏاڻي جو نالو هميشه ياد رهندو. هن جي قربانيءَ سنڌ جي نوجوانن ۾ نئين جذبي کي جنم ڏنو آهي. اڄ سنڌ جو هر ڳوٺ ۽ هر شهر هن جي نالي سان واقف آهي: [857, 335, 997, 367]
- paragraph: ڊونلڊ ٽرمپ آمريڪي تاريخ ۾ اهو پهريون سابق صدر بڻجي ويو آهي جنهن کي فوجداري ڏوهه ۾ ڏوهي قرار ڏنو ويو آهي. نيويارڪ جي هڪ جيوري کيس 34 الزامن ۾ هر هڪ الزام ۾ ڏوهي قرار ڏنو. ڪيس ۾ جيوري جي ميمبرن فيصلو ڪرڻ لاءِ ٻه ڏينهن تائين صلاح مشورا ڪيا: [658, 1056, 748, 1121]
- paragraph: پاڪستان تحريڪ انصاف جي اندر به هن ويڊيو جي حوالي سان اختلاف سامهون آيا آهن. ڪجهه اڳواڻن ان ويڊيو کان لاتعلقي جو اظهار ڪيو آهي: [361, 496, 546, 511]
- staff-person: حميد گهانگهرو: [471, 13, 530, 23]
- paragraph: هي فيصلا ياد ڏياري نه آهي تڪڙو ۽ پنهنجي هٿ ۾ ڪڏهن به ڪرڻ لاءِ بهتر آهي: [563, 602, 708, 618]
- paragraph: ڊونلڊ ٽرمپ آمريڪي تاريخ ۾ اهو پهريون سابق صدر بڻجي ويو آهي جنهن کي فوجداري ڏوهه ۾ ڏوهي قرار ڏنو ويو آهي. نيويارڪ جي هڪ جيوري کيس 34 الزامن ۾ هر هڪ الزام ۾ ڏوهي قرار ڏنو. ڪيس ۾ جيوري جي ميمبرن فيصلو ڪرڻ لاءِ ٻه ڏينهن تائين صلاح مشورا ڪيا: [1055, 967, 1144, 1032]
- paragraph: ميبرپور مائيلو جي آواز جي گڏجاڻي ۾ انهيءَ ڪارڪردگي ۽ عاملي هڻيار، منهنجي ڪارڪردگي سان گڏ هو، سنڌ جي هر هڪ ضلعي ۾ ان جي ميدان جا سڀ سرڪاري ادارا فعال هئا ۽ ان ميدان ۾ نصرالله جي آواز جو سامان ملي ويو هو. هڻيارتندن سنڌ ۾ نصرالله گڏاڻي جي شهادت ان جي پر سنڌ جي عوام ۾ هڪ نئين تحريڪ جو سبب بڻي: [710, 254, 850, 303]
- paragraph: سال 2018ع ۾ هڪ پينشنر جي پينشن 50 سيڪڙو تائين گهٽجي وئي آهي. 175 رپيا ماسي پينشن ملڻ واري پينشنر لاءِ گذر سفر ڪرڻ ناممڪن ٿي ويو آهي: [357, 750, 546, 765]
- paragraph: هي ڪيس فحش فلمن جي اداڪارا اسٽورمي ڊينيئلز کي ادا ڪيل رقم جي معاملي سان لاڳاپيل آهي جنهن کي 2016ع جي صدارتي اليڪشن کان اڳ خاموش رهڻ لاءِ رقم ڏني وئي هئي: [959, 986, 1049, 1027]
- logo[interactable]: [6, 4, 184, 125]
- paragraph: ميبرپور مائيلو جي آواز جي گڏجاڻي ۾ انهيءَ ڪارڪردگي ۽ عاملي هڻيار، منهنجي ڪارڪردگي سان گڏ هو، سنڌ جي هر هڪ ضلعي ۾ ان جي ميدان جا سڀ سرڪاري ادارا فعال هئا ۽ ان ميدان ۾ نصرالله جي آواز جو سامان ملي ويو هو. هڻيارتندن سنڌ ۾ نصرالله گڏاڻي جي شهادت ان جي پر سنڌ جي عوام ۾ هڪ نئين تحريڪ جو سبب بڻي: [1004, 377, 1144, 425]
- paragraph: ٽرمپ تي الزام هو ته هن ڪاروباري رڪارڊ ۾ ڦيرڦار ڪري پنهنجي اليڪشن مهم کي فائدو پهچائڻ جي ڪوشش ڪئي. ٽرمپ هميشه پاڻ کي بي ڏوهه سڏيندو رهيو آهي: [563, 967, 652, 1007]
- staff-cell-editor: [274, 5, 364, 26]
- lead-photo-left: [992, 133, 1144, 251]
- executive-director-cell: [185, 26, 281, 56]
- paragraph: ٽرمپ تي الزام هو ته هن ڪاروباري رڪارڊ ۾ ڦيرڦار ڪري پنهنجي اليڪشن مهم کي فائدو پهچائڻ جي ڪوشش ڪئي. ٽرمپ هميشه پاڻ کي بي ڏوهه سڏيندو رهيو آهي: [563, 1239, 652, 1279]
- trump-text-under-photo: [754, 1165, 954, 1301]
- contact-label: اشتهارن جو شعبو:: [500, 45, 540, 52]
- director-role: ايگزيڪيوٽو ڊائريڪٽر: [214, 27, 253, 33]
- paragraph: پاڪستان تحريڪ انصاف جي اندر به هن ويڊيو جي حوالي سان اختلاف سامهون آيا آهن. ڪجهه اڳواڻن ان ويڊيو کان لاتعلقي جو اظهار ڪيو آهي: [6, 551, 191, 567]
- paragraph: ٽرمپ تي الزام هو ته هن ڪاروباري رڪارڊ ۾ ڦيرڦار ڪري پنهنجي اليڪشن مهم کي فائدو پهچائڻ جي ڪوشش ڪئي. ٽرمپ هميشه پاڻ کي بي ڏوهه سڏيندو رهيو آهي: [658, 1011, 748, 1052]
- paragraph: ميبرپور مائيلو جي سنڌ ۾ پوليس جي سرڪار جي نظر ۾ هڪ عام ماڻهو هو پر هن جي جدوجهد ۽ همت ۽ سچائي جي ڪري هو سڄي سنڌ جو هيرو بڻجي ويو آهي. سنڌ جي ماڻهن هن کي سچو انسان تسليم ڪيو: [857, 299, 997, 331]
- imran-text-left: [361, 476, 546, 626]
- trump-story-body: [563, 966, 1144, 1344]
- pm-author-box: [1018, 555, 1144, 696]
- paragraph: اڄ ڪال ڳالهه ب ته پاڪستان اسٽيل مل جي بحالي جو معاملو ڪيترن ئي سالن کان لٽڪيل پيو آهي. سنڌ حڪومت جي ڳالهه ٻولهه ڪري اسٽيل مل کي بحال ڪرڻ جو فيصلو ڪيو ويو آهي: [279, 229, 546, 244]
- paragraph: سال 2025-2024ع جي بجيٽ ۾ پينشنرز لاءِ خاص رعايتون ڏنيون وڃن. 80 سالن کان مٿي عمر وارن پينشنرز لاءِ طبي سهولتون مهيا ڪيون وڃن: [370, 937, 546, 953]
- pension-author-photo: [6, 740, 156, 848]
- paragraph: سال 2021ع ۽ سال 2020ع ۽ 2022ع ۽ 2023ع ۽ سال 2024ع ۾ ٿيل اضافا ناڪافي آهن. 17.5 سيڪڙو ۽ 10 سيڪڙو ۽ 15 سيڪڙو اضافو مهانگائي جي اڳيان ڪجهه به نه آهي: [162, 771, 351, 795]
- paragraph: سال 2021ع ۽ سال 2020ع ۽ 2022ع ۽ 2023ع ۽ سال 2024ع ۾ ٿيل اضافا ناڪافي آهن. 17.5 سيڪڙو ۽ 10 سيڪڙو ۽ 15 سيڪڙو اضافو مهانگائي جي اڳيان ڪجهه به نه آهي: [6, 907, 182, 931]
- imran-headline: عمران خان جي پوسٽ ڪيل تڪراري ويڊيو!: [73, 388, 479, 411]
- pm-author-photo: [1026, 555, 1136, 651]
- paragraph: ويڊيو ۾ 1971ع جي جنگ جي حوالي سان ڳالهايو ويو آهي ۽ ملڪي اداري تي تنقيد ڪئي وئي آهي. هن ويڊيو تي سخت رد عمل سامهون آيو آهي: [361, 477, 546, 492]
- staff-person: ڊاڪٽر جبار خٽڪ: [197, 13, 262, 23]
- paragraph: اطلاع آهن ته لاهور هاڻ طرفت ۽ وزيراعظم شهباز شريف پنهنجي ڪابينا جي ميٽنگ ۾ خطاب ڪندي وزيراعظم جي اعزي عدليا ۽ سخت موقف جو اظهار ڪيو آهي ۽ چيو آهي ته پنهنجي حق ۾ ٻيندڙ فيصلن جي آجيان ڪندا آهن ۽ انهن جي خلاف ٻيندڙ فيصلن تي تنقيد ڪندا آهن: [710, 809, 997, 880]
- paragraph: سال 2010ع کان سال 2020ع تائين پينشن ۾ 100 سيڪڙو کان به گهٽ اضافو ٿيو. جڏهن ته مهانگائي 500 سيڪڙو کان به وڌي وئي: [6, 888, 182, 903]
- paragraph: ڊونلڊ ٽرمپ آمريڪي تاريخ ۾ اهو پهريون سابق صدر بڻجي ويو آهي جنهن کي فوجداري ڏوهه ۾ ڏوهي قرار ڏنو ويو آهي. نيويارڪ جي هڪ جيوري کيس 34 الزامن ۾ هر هڪ الزام ۾ ڏوهي قرار ڏنو. ڪيس ۾ جيوري جي ميمبرن فيصلو ڪرڻ لاءِ ٻه ڏينهن تائين صلاح مشورا ڪيا: [563, 1011, 652, 1077]
- staff-cell-chief-editor: [185, 5, 274, 26]
- paragraph: 2010ع ۽ 2015ع ۽ 2022ع ۽ 2024ع جي پينشن ۾ ٿيل واڌارا ڪافي نه آهن. مهانگائي جي تناسب سان پينشن ۾ اضافو ڪرڻ ضروري آهي: [370, 918, 546, 933]
- office-karachi: هيڊ آفيس ڪراچي: سيڪنڊ فلور نيو پلاٽ 2، عبدالستار ايڊني هائشي اسٽيئر لياقت برجڪس آل ڦاڀراڻ فيصل ڪراچي فون: 35672941-44-021 فيڪس: 35672945-46-021: [185, 57, 545, 75]
- paragraph: هڪ 280 رپيا ۽ 110 رپيا وارو پينشنر اڄ ڪهڙي طرح پنهنجو گهر هلائي سگهندو؟ هي سوال هر پينشنر جي ذهن ۾ آهي: [188, 899, 364, 914]
- paragraph: ٽرمپ تي الزام هو ته هن ڪاروباري رڪارڊ ۾ ڦيرڦار ڪري پنهنجي اليڪشن مهم کي فائدو پهچائڻ جي ڪوشش ڪئي. ٽرمپ هميشه پاڻ کي بي ڏوهه سڏيندو رهيو آهي: [959, 1189, 1049, 1229]
- contact-label: نيوز روم:: [500, 36, 520, 43]
- pension-text-bottom: [6, 851, 546, 953]
- staff-role: چيف ايڊيٽر: [218, 7, 241, 13]
- pm-text-continued: [563, 809, 1144, 892]
- trump-kicker: پرڏيهي واءُ سواءُ: [812, 902, 895, 914]
- paragraph: هي ڪيس فحش فلمن جي اداڪارا اسٽورمي ڊينيئلز کي ادا ڪيل رقم جي معاملي سان لاڳاپيل آهي جنهن کي 2016ع جي صدارتي اليڪشن کان اڳ خاموش رهڻ لاءِ رقم ڏني وئي هئي: [1055, 1195, 1144, 1235]
- paragraph: ڊونلڊ ٽرمپ آمريڪي تاريخ ۾ اهو پهريون سابق صدر بڻجي ويو آهي جنهن کي فوجداري ڏوهه ۾ ڏوهي قرار ڏنو ويو آهي. نيويارڪ جي هڪ جيوري کيس 34 الزامن ۾ هر هڪ الزام ۾ ڏوهي قرار ڏنو. ڪيس ۾ جيوري جي ميمبرن فيصلو ڪرڻ لاءِ ٻه ڏينهن تائين صلاح مشورا ڪيا: [563, 1169, 652, 1235]
- pension-body: [6, 713, 546, 848]
- paragraph: اڄ ڪال ڳالهه ب ته پاڪستان اسٽيل مل جي بحالي جو معاملو ڪيترن ئي سالن کان لٽڪيل پيو آهي. سنڌ حڪومت جي ڳالهه ٻولهه ڪري اسٽيل مل کي بحال ڪرڻ جو فيصلو ڪيو ويو آهي: [6, 193, 273, 208]
- pm-photo: [954, 440, 1144, 550]
- paragraph: ڊونلڊ ٽرمپ آمريڪي تاريخ ۾ اهو پهريون سابق صدر بڻجي ويو آهي جنهن کي فوجداري ڏوهه ۾ ڏوهي قرار ڏنو ويو آهي. نيويارڪ جي هڪ جيوري کيس 34 الزامن ۾ هر هڪ الزام ۾ ڏوهي قرار ڏنو. ڪيس ۾ جيوري جي ميمبرن فيصلو ڪرڻ لاءِ ٻه ڏينهن تائين صلاح مشورا ڪيا: [753, 1185, 954, 1217]
- paragraph: اطلاع آهن ته لاهور هاڻ طرفت ۽ وزيراعظم شهباز شريف پنهنجي ڪابينا جي ميٽنگ ۾ خطاب ڪندي وزيراعظم جي اعزي عدليا ۽ سخت موقف جو اظهار ڪيو آهي ۽ چيو آهي ته پنهنجي حق ۾ ٻيندڙ فيصلن جي آجيان ڪندا آهن ۽ انهن جي خلاف ٻيندڙ فيصلن تي تنقيد ڪندا آهن: [867, 555, 1012, 596]
- paragraph: 100 ۽ 50 ۽ 80 ۽ 35 رپيا في ڪلو جي حساب سان قيمتن ۾ واڌارو ٿيو آهي. اڳوڻي پينشنر جي 2500 رپيا ماهوار پينشن سان گذارو ڪيئن ٿي سگهي ٿو؟: [188, 871, 364, 895]
- paragraph: سنڌي مزاحمتي تحريڪ ۾ نصرالله گڏاڻي جو نالو هميشه ياد رهندو. هن جي قربانيءَ سنڌ جي نوجوانن ۾ نئين جذبي کي جنم ڏنو آهي. اڄ سنڌ جو هر ڳوٺ ۽ هر شهر هن جي نالي سان واقف آهي: [563, 274, 703, 306]
- imran-photo: [197, 476, 355, 626]
- contact-newsroom: [284, 37, 542, 46]
- paragraph: ڊونلڊ ٽرمپ آمريڪي تاريخ ۾ اهو پهريون سابق صدر بڻجي ويو آهي جنهن کي فوجداري ڏوهه ۾ ڏوهي قرار ڏنو ويو آهي. نيويارڪ جي هڪ جيوري کيس 34 الزامن ۾ هر هڪ الزام ۾ ڏوهي قرار ڏنو. ڪيس ۾ جيوري جي ميمبرن فيصلو ڪرڻ لاءِ ٻه ڏينهن تائين صلاح مشورا ڪيا: [658, 1214, 748, 1279]
- pm-text: [563, 555, 1012, 696]
- paragraph: پاڪستان تحريڪ انصاف جي اندر به هن ويڊيو جي حوالي سان اختلاف سامهون آيا آهن. ڪجهه اڳواڻن ان ويڊيو کان لاتعلقي جو اظهار ڪيو آهي: [370, 630, 546, 645]
- date-bar: [184, 93, 546, 130]
- contact-value[interactable]: marketingawamiawaz@Gmail.com: [392, 45, 496, 53]
- paragraph: هن ويڊيو جي پوسٽ ٿيڻ کان پوءِ سوشل ميڊيا تي بحث جو سلسلو شروع ٿي ويو آهي. ڪجهه ماڻهن هن کي غلط قرار ڏنو آهي ته ڪجهه ان جي حمايت ڪري رهيا آهن: [6, 455, 273, 470]
- paragraph: پاڪستان تحريڪ انصاف جي اندر به هن ويڊيو جي حوالي سان اختلاف سامهون آيا آهن. ڪجهه اڳواڻن ان ويڊيو کان لاتعلقي جو اظهار ڪيو آهي: [6, 435, 273, 451]
- date-bar-block: [492, 101, 544, 123]
